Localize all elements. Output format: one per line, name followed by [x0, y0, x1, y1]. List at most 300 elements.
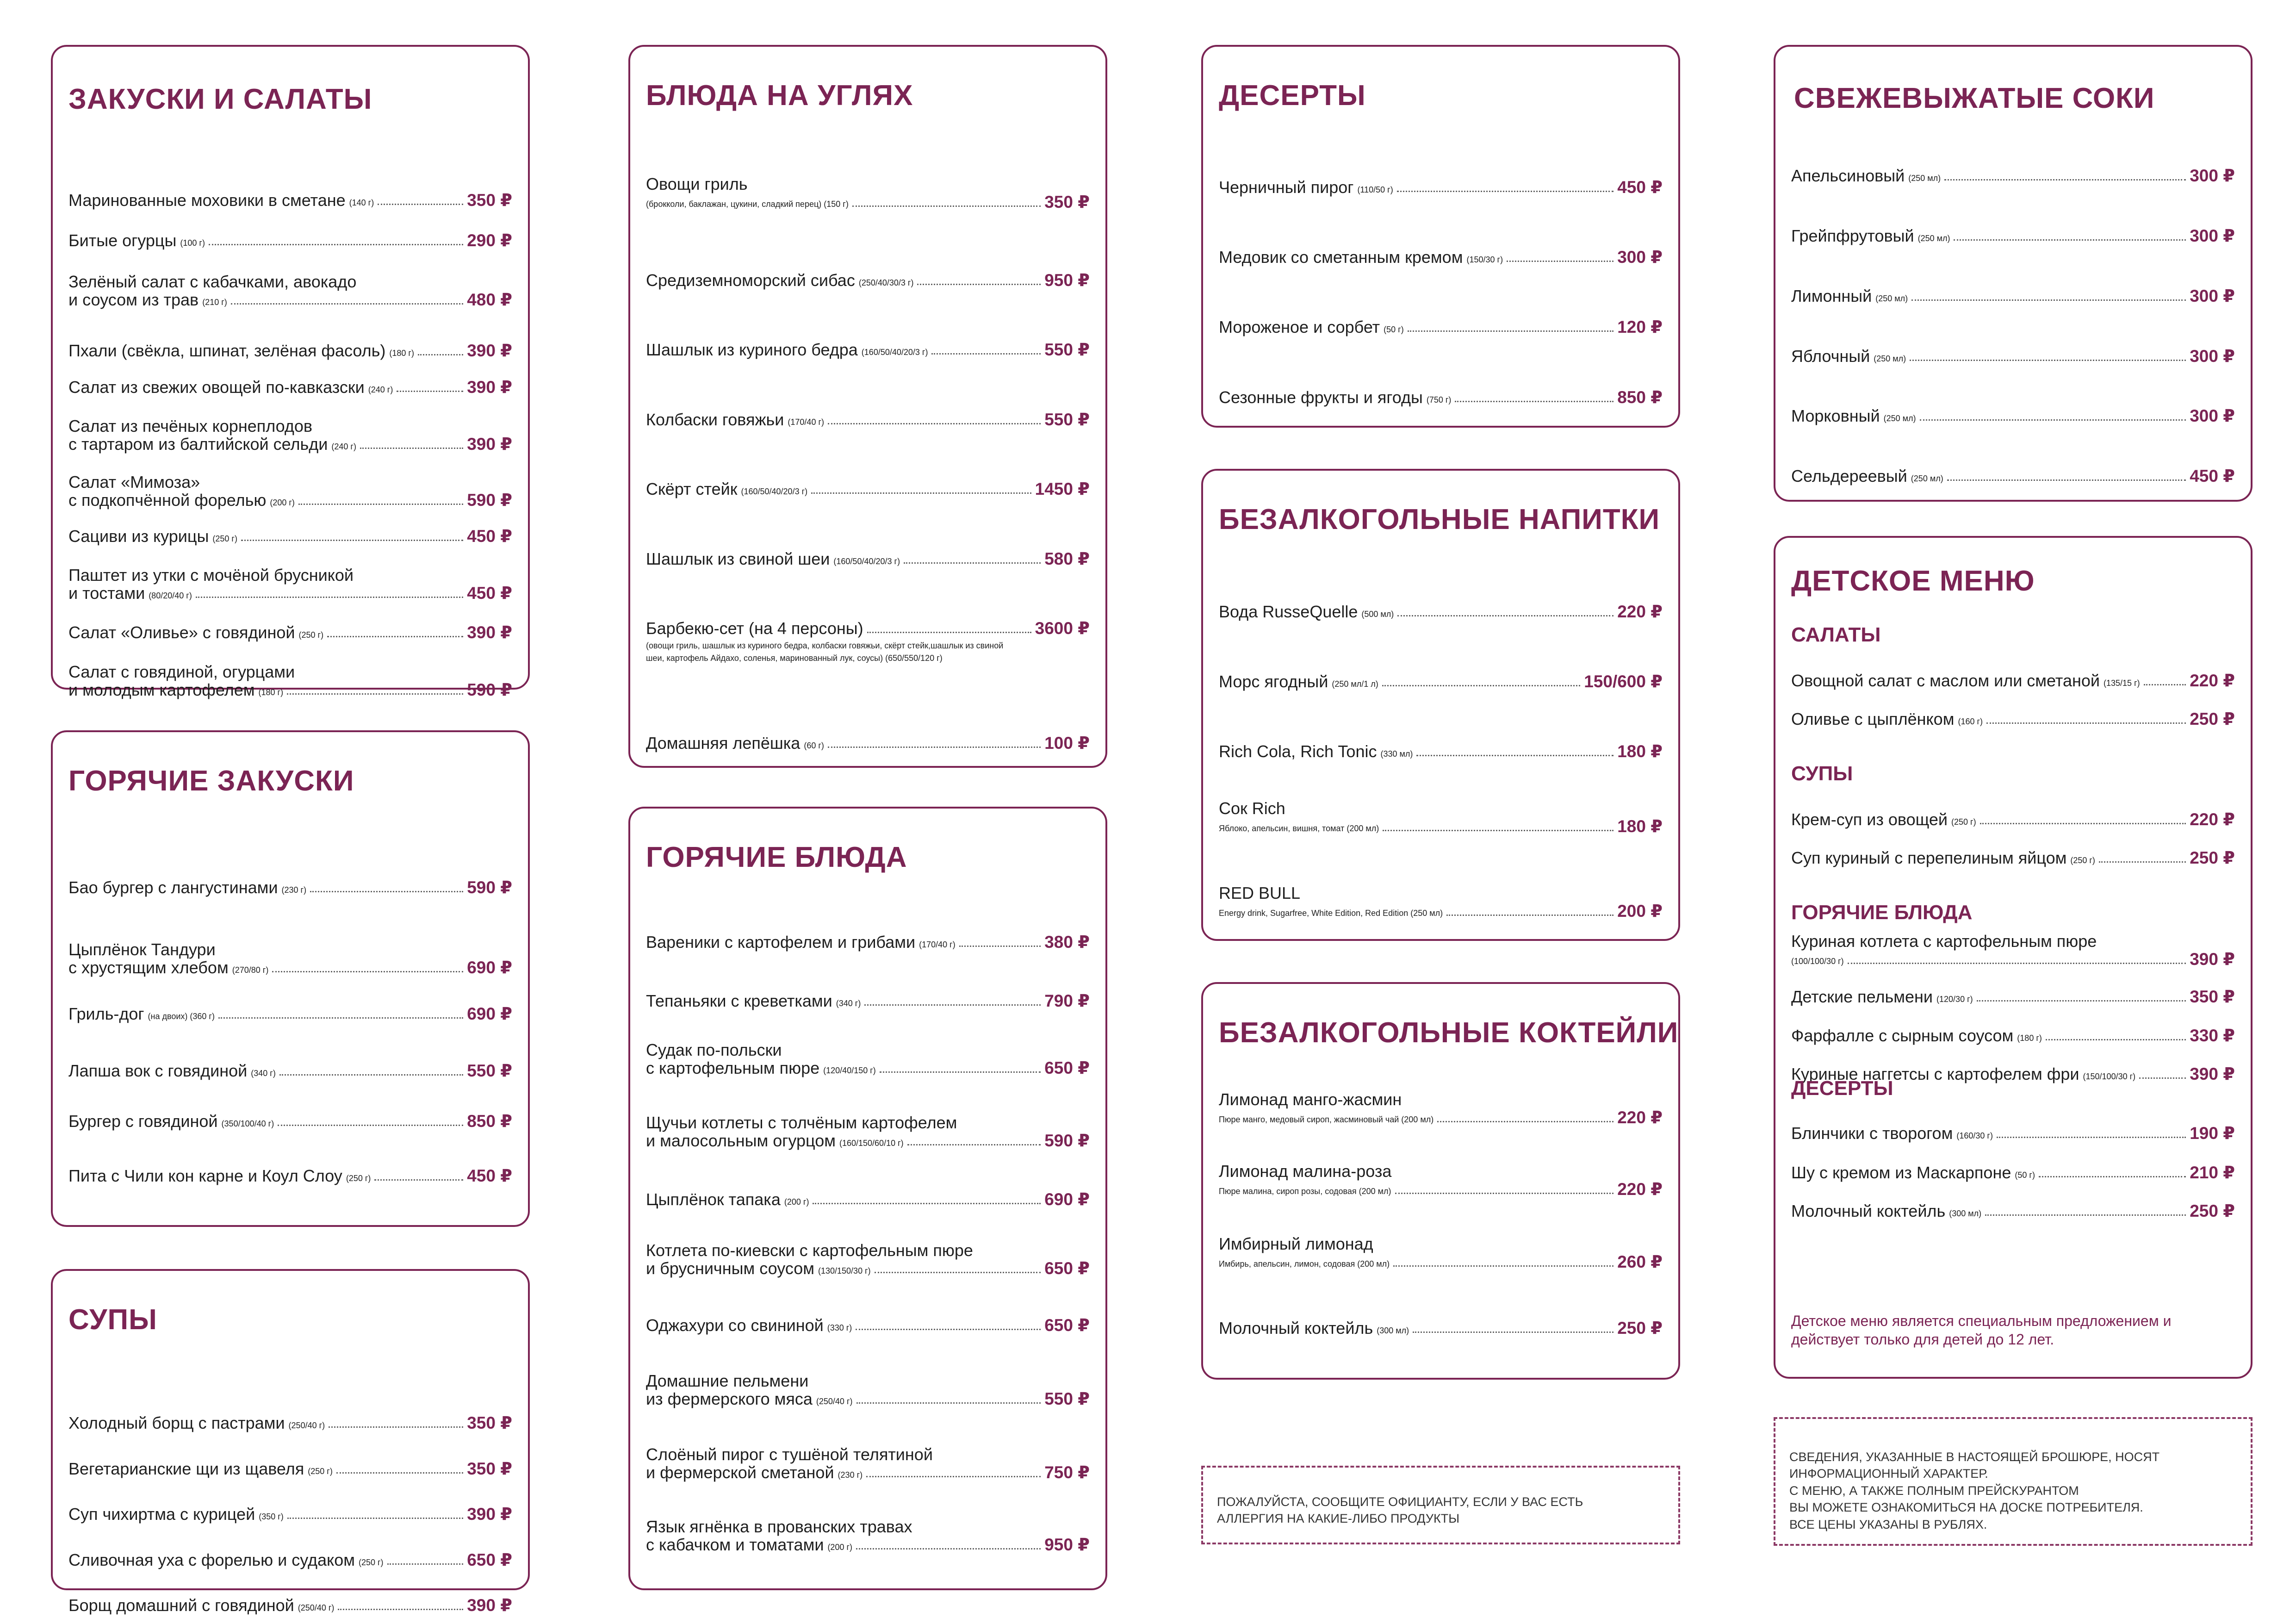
menu-item-price: 220 ₽ — [1617, 602, 1663, 621]
menu-item — [646, 992, 1090, 1009]
menu-item-name: Блинчики с творогом — [1791, 1124, 1953, 1143]
menu-item-weight: (140 г) — [349, 198, 374, 207]
menu-item — [1791, 227, 2235, 244]
menu-item-name: Скёрт стейк — [646, 479, 738, 498]
menu-item — [1791, 811, 2235, 828]
menu-item-name: Домашняя лепёшка — [646, 734, 800, 753]
kids-subheading: ГОРЯЧИЕ БЛЮДА — [1791, 901, 1973, 924]
dot-leader — [959, 946, 1041, 947]
menu-item — [1219, 800, 1663, 835]
menu-item-name: Сельдереевый — [1791, 467, 1907, 485]
menu-item-weight: (160/50/40/20/3 г) — [833, 556, 900, 566]
dot-leader — [1382, 685, 1580, 686]
menu-item — [1219, 743, 1663, 760]
menu-item-weight: (250/40 г) — [298, 1603, 335, 1612]
allergy-notice — [1201, 1466, 1680, 1544]
menu-item-name: Пхали (свёкла, шпинат, зелёная фасоль) — [68, 341, 386, 360]
menu-item-price: 220 ₽ — [1617, 1180, 1663, 1199]
section-title: ДЕСЕРТЫ — [1219, 80, 1366, 112]
menu-item-price: 590 ₽ — [467, 680, 512, 699]
menu-item — [68, 624, 512, 641]
dot-leader — [828, 423, 1041, 424]
dot-leader — [907, 1144, 1041, 1145]
section-title: ДЕТСКОЕ МЕНЮ — [1791, 565, 2035, 597]
menu-item-name: и фермерской сметаной — [646, 1463, 834, 1482]
menu-item — [1791, 988, 2235, 1005]
dot-leader — [864, 1004, 1041, 1006]
menu-item — [1791, 1164, 2235, 1181]
menu-item — [1219, 885, 1663, 920]
menu-item — [646, 1191, 1090, 1208]
menu-item-price: 120 ₽ — [1617, 317, 1663, 336]
menu-item — [68, 342, 512, 359]
menu-item-name: Салат из печёных корнеплодов — [68, 417, 313, 436]
info-notice-line: ИНФОРМАЦИОННЫЙ ХАРАКТЕР. — [1789, 1467, 1988, 1481]
menu-item — [1219, 249, 1663, 266]
menu-item — [1791, 849, 2235, 866]
menu-item-price: 300 ₽ — [2190, 166, 2235, 185]
menu-item-name: Язык ягнёнка в прованских травах — [646, 1517, 912, 1536]
dot-leader — [1920, 419, 2186, 421]
menu-item-price: 100 ₽ — [1044, 734, 1090, 753]
menu-item-name: Паштет из утки с мочёной брусникой — [68, 566, 354, 585]
menu-item-weight: (120/40/150 г) — [823, 1065, 876, 1075]
menu-item-weight: (250 мл) — [1917, 233, 1950, 243]
menu-item-name: Апельсиновый — [1791, 166, 1905, 185]
section-title: БЕЗАЛКОГОЛЬНЫЕ НАПИТКИ — [1219, 504, 1660, 535]
menu-item-price: 350 ₽ — [467, 191, 512, 210]
menu-item-name: Шашлык из свиной шеи — [646, 549, 830, 568]
menu-item-price: 260 ₽ — [1617, 1252, 1663, 1271]
menu-item-weight: (250 мл) — [1883, 413, 1916, 423]
dot-leader — [272, 971, 463, 972]
dot-leader — [1413, 1332, 1613, 1333]
menu-item — [646, 176, 1090, 211]
section-supy — [51, 1269, 530, 1615]
menu-item-name: Судак по-польски — [646, 1040, 782, 1059]
menu-item-price: 580 ₽ — [1044, 549, 1090, 568]
menu-item — [68, 528, 512, 545]
menu-item-name: Маринованные моховики в сметане — [68, 191, 346, 210]
section-goryachie-zakuski — [51, 730, 530, 1227]
dot-leader — [397, 391, 463, 392]
section-blyuda-na-uglyah — [628, 45, 1107, 768]
menu-item-name: Лимонад малина-роза — [1219, 1162, 1392, 1181]
menu-item-weight: (350 г) — [259, 1512, 284, 1521]
menu-item-price: 250 ₽ — [2190, 848, 2235, 867]
menu-item-price: 550 ₽ — [1044, 1389, 1090, 1408]
menu-item-name: Борщ домашний с говядиной — [68, 1596, 294, 1615]
menu-item-name: Котлета по-киевски с картофельным пюре — [646, 1241, 973, 1260]
menu-item — [646, 933, 1090, 951]
dot-leader — [1997, 1137, 2186, 1138]
menu-item-name: Имбирь, апельсин, лимон, содовая (200 мл) — [1219, 1259, 1390, 1269]
menu-item-price: 300 ₽ — [2190, 286, 2235, 305]
menu-item-weight: (330 мл) — [1380, 749, 1413, 759]
menu-item — [646, 1373, 1090, 1407]
menu-item-price: 200 ₽ — [1617, 902, 1663, 921]
menu-item-price: 450 ₽ — [467, 1166, 512, 1185]
menu-item-name: Суп куриный с перепелиным яйцом — [1791, 848, 2067, 867]
menu-item-name: Грейпфрутовый — [1791, 226, 1914, 245]
menu-item-weight: (150/100/30 г) — [2083, 1071, 2136, 1081]
menu-item-name: Шашлык из куриного бедра — [646, 340, 858, 359]
menu-item-price: 390 ₽ — [467, 341, 512, 360]
menu-item-name: и малосольным огурцом — [646, 1131, 836, 1150]
dot-leader — [387, 1563, 464, 1565]
menu-item-weight: (250 мл) — [1874, 354, 1906, 363]
menu-item-name: Средиземноморский сибас — [646, 271, 855, 290]
menu-item-price: 390 ₽ — [467, 1505, 512, 1524]
menu-item-name: Тепаньяки с креветками — [646, 991, 832, 1010]
menu-item-price: 190 ₽ — [2190, 1124, 2235, 1143]
menu-item-weight: (250 г) — [346, 1173, 371, 1183]
menu-item-price: 180 ₽ — [1617, 742, 1663, 761]
menu-item-price: 150/600 ₽ — [1584, 672, 1663, 691]
menu-item-weight: (250 г) — [1951, 817, 1976, 827]
menu-item-weight: (210 г) — [202, 297, 227, 307]
menu-item-price: 350 ₽ — [467, 1413, 512, 1432]
menu-item-price: 590 ₽ — [467, 491, 512, 510]
menu-item-price: 250 ₽ — [1617, 1319, 1663, 1338]
dot-leader — [1985, 1214, 2186, 1216]
menu-item-price: 220 ₽ — [1617, 1108, 1663, 1127]
section-title: БЛЮДА НА УГЛЯХ — [646, 80, 913, 112]
dot-leader — [338, 1609, 463, 1610]
menu-item-weight: (160 г) — [1958, 716, 1983, 726]
dot-leader — [813, 1203, 1041, 1204]
menu-item-price: 220 ₽ — [2190, 810, 2235, 829]
menu-item-name: Бао бургер с лангустинами — [68, 878, 278, 897]
menu-item-name: Битые огурцы — [68, 231, 177, 250]
menu-item-name: Rich Cola, Rich Tonic — [1219, 742, 1377, 761]
section-deserty — [1201, 45, 1680, 428]
menu-item — [68, 941, 512, 976]
menu-item-price: 300 ₽ — [2190, 226, 2235, 245]
dot-leader — [196, 597, 463, 598]
menu-item — [646, 341, 1090, 358]
menu-item-name: Пита с Чили кон карне и Коул Слоу — [68, 1166, 342, 1185]
menu-item-price: 390 ₽ — [2190, 950, 2235, 969]
menu-item-price: 350 ₽ — [1044, 193, 1090, 212]
menu-item-name: Сливочная уха с форелью и судаком — [68, 1550, 355, 1569]
menu-item-weight: (240 г) — [331, 442, 356, 451]
menu-item-name: Фарфалле с сырным соусом — [1791, 1026, 2014, 1045]
menu-item-price: 950 ₽ — [1044, 1535, 1090, 1554]
menu-item-name: Куриные наггетсы с картофелем фри — [1791, 1064, 2079, 1083]
menu-item-name: Крем-суп из овощей — [1791, 810, 1948, 829]
menu-item-price: 590 ₽ — [467, 878, 512, 897]
dot-leader — [866, 1476, 1041, 1477]
menu-item-name: и соусом из трав — [68, 290, 199, 309]
dot-leader — [904, 562, 1041, 564]
menu-item-price: 390 ₽ — [467, 435, 512, 454]
menu-item-price: 790 ₽ — [1044, 991, 1090, 1010]
menu-item-name: Овощи гриль — [646, 174, 748, 193]
info-notice-line: ВЫ МОЖЕТЕ ОЗНАКОМИТЬСЯ НА ДОСКЕ ПОТРЕБИТЕЛЯ. — [1789, 1500, 2143, 1515]
menu-item-weight: (200 г) — [270, 498, 295, 507]
menu-item-name: Шу с кремом из Маскарпоне — [1791, 1163, 2011, 1182]
menu-item-weight: (250 мл/1 л) — [1332, 679, 1378, 689]
dot-leader — [1437, 1121, 1613, 1122]
section-bezalkogolnye-napitki — [1201, 469, 1680, 941]
dot-leader — [1397, 191, 1614, 192]
menu-item — [68, 379, 512, 396]
menu-item-price: 250 ₽ — [2190, 1201, 2235, 1220]
menu-item-weight: (180 г) — [258, 687, 284, 697]
menu-item-name: Детские пельмени — [1791, 987, 1933, 1006]
dot-leader — [1416, 755, 1613, 756]
menu-item — [1791, 933, 2235, 968]
menu-item — [68, 418, 512, 453]
dot-leader — [298, 504, 463, 505]
menu-item — [646, 272, 1090, 289]
menu-item — [1219, 1319, 1663, 1337]
section-bezalkogolnye-kokteyli — [1201, 982, 1680, 1380]
menu-item — [1791, 1202, 2235, 1220]
menu-item-weight: (340 г) — [836, 998, 861, 1008]
menu-item-name: Лапша вок с говядиной — [68, 1061, 248, 1080]
menu-item — [1791, 1027, 2235, 1044]
menu-item-weight: (250 г) — [2070, 855, 2095, 865]
menu-item — [1219, 1163, 1663, 1198]
kids-subheading: ДЕСЕРТЫ — [1791, 1077, 1893, 1100]
info-notice-text — [1789, 1449, 2237, 1533]
info-notice-line: ВСЕ ЦЕНЫ УКАЗАНЫ В РУБЛЯХ. — [1789, 1517, 1987, 1531]
menu-item-weight: (135/15 г) — [2104, 678, 2140, 688]
menu-item — [646, 1042, 1090, 1076]
dot-leader — [360, 448, 463, 449]
menu-item-name: Вода RusseQuelle — [1219, 602, 1358, 621]
menu-item-weight: (300 мл) — [1377, 1325, 1409, 1335]
menu-item-price: 300 ₽ — [2190, 406, 2235, 425]
menu-item-name: Вегетарианские щи из щавеля — [68, 1459, 304, 1478]
dot-leader — [875, 1272, 1041, 1273]
menu-item — [68, 1460, 512, 1477]
menu-item-weight: (110/50 г) — [1357, 185, 1393, 194]
menu-item — [646, 620, 1090, 665]
menu-item — [68, 1005, 512, 1022]
menu-item-price: 3600 ₽ — [1035, 619, 1090, 638]
menu-item-price: 480 ₽ — [467, 290, 512, 309]
menu-item — [68, 1551, 512, 1568]
menu-item-name: RED BULL — [1219, 884, 1301, 902]
menu-item — [1791, 672, 2235, 689]
menu-item-name: Морковный — [1791, 406, 1880, 425]
dot-leader — [287, 1518, 463, 1519]
menu-item-price: 550 ₽ — [1044, 340, 1090, 359]
menu-item-price: 690 ₽ — [1044, 1190, 1090, 1209]
menu-item-price: 1450 ₽ — [1035, 479, 1090, 498]
menu-item — [68, 1414, 512, 1431]
menu-item — [1219, 179, 1663, 196]
menu-item-price: 450 ₽ — [2190, 467, 2235, 485]
menu-item-name: с тартаром из балтийской сельди — [68, 435, 328, 454]
section-title: ГОРЯЧИЕ ЗАКУСКИ — [68, 765, 354, 797]
menu-item — [68, 1062, 512, 1079]
menu-item — [68, 1167, 512, 1184]
dot-leader — [327, 636, 463, 637]
menu-item-name: Молочный коктейль — [1791, 1201, 1946, 1220]
menu-item-name: Мороженое и сорбет — [1219, 317, 1380, 336]
menu-item-weight: (250 мл) — [1908, 173, 1941, 183]
menu-item-price: 290 ₽ — [467, 231, 512, 250]
menu-item-name: Сациви из курицы — [68, 527, 209, 546]
menu-item-name: с подкопчённой форелью — [68, 491, 267, 510]
dot-leader — [231, 303, 463, 305]
menu-item-price: 450 ₽ — [467, 527, 512, 546]
menu-item-price: 750 ₽ — [1044, 1463, 1090, 1482]
menu-item — [646, 1446, 1090, 1481]
menu-item — [1791, 167, 2235, 184]
menu-item-name: Цыплёнок Тандури — [68, 940, 216, 959]
dot-leader — [209, 244, 463, 245]
menu-item-price: 690 ₽ — [467, 958, 512, 977]
menu-item-name: Вареники с картофелем и грибами — [646, 933, 916, 952]
menu-item-weight: (100 г) — [180, 238, 205, 248]
dot-leader — [1507, 261, 1613, 262]
section-detskoe-menu — [1774, 536, 2253, 1379]
dot-leader — [374, 1179, 463, 1181]
menu-item-name: Овощной салат с маслом или сметаной — [1791, 671, 2100, 690]
menu-item-weight: (120/30 г) — [1936, 994, 1973, 1004]
menu-item-price: 210 ₽ — [2190, 1163, 2235, 1182]
menu-item-price: 300 ₽ — [2190, 347, 2235, 366]
menu-item-name: Зелёный салат с кабачками, авокадо — [68, 272, 357, 291]
menu-item-name: Медовик со сметанным кремом — [1219, 248, 1463, 267]
menu-item-price: 450 ₽ — [467, 584, 512, 603]
menu-item-price: 380 ₽ — [1044, 933, 1090, 952]
dot-leader — [1944, 179, 2186, 180]
dot-leader — [418, 354, 463, 355]
menu-item-price: 690 ₽ — [467, 1004, 512, 1023]
menu-item — [1791, 348, 2235, 365]
menu-item-name: Сок Rich — [1219, 799, 1285, 818]
dot-leader — [1954, 239, 2186, 241]
menu-item — [68, 232, 512, 249]
menu-item — [1791, 710, 2235, 728]
menu-item — [1791, 1125, 2235, 1142]
menu-item-name: Холодный борщ с пастрами — [68, 1413, 285, 1432]
menu-item-weight: (170/40 г) — [788, 417, 825, 427]
kids-subheading: СУПЫ — [1791, 762, 1853, 785]
dot-leader — [241, 540, 463, 541]
menu-item-name: Салат из свежих овощей по-кавказски — [68, 378, 365, 397]
menu-item — [646, 550, 1090, 567]
menu-item-price: 390 ₽ — [467, 378, 512, 397]
section-title: СВЕЖЕВЫЖАТЫЕ СОКИ — [1794, 82, 2155, 114]
menu-item-price: 250 ₽ — [2190, 709, 2235, 728]
menu-item-name: Пюре малина, сироп розы, содовая (200 мл) — [1219, 1187, 1391, 1196]
menu-item — [68, 567, 512, 602]
menu-item — [646, 1114, 1090, 1149]
menu-item — [1219, 673, 1663, 690]
dot-leader — [1980, 823, 2186, 824]
menu-item-name: Щучьи котлеты с толчёным картофелем — [646, 1113, 957, 1132]
dot-leader — [310, 891, 463, 892]
section-title: ГОРЯЧИЕ БЛЮДА — [646, 841, 907, 873]
menu-item-price: 650 ₽ — [1044, 1316, 1090, 1335]
menu-item — [1219, 318, 1663, 336]
menu-item — [68, 1113, 512, 1130]
menu-item-weight: (60 г) — [804, 740, 824, 750]
menu-item-name: Салат с говядиной, огурцами — [68, 662, 295, 681]
menu-item-name: Пюре манго, медовый сироп, жасминовый чай (200 мл) — [1219, 1115, 1434, 1124]
menu-item — [1219, 603, 1663, 620]
dot-leader — [1848, 963, 2186, 964]
menu-item-name: с кабачком и томатами — [646, 1535, 824, 1554]
menu-item-name: и молодым картофелем — [68, 680, 255, 699]
menu-item-name: Сезонные фрукты и ягоды — [1219, 388, 1423, 407]
menu-item — [1219, 1091, 1663, 1126]
menu-item-weight: (270/80 г) — [232, 965, 269, 975]
dot-leader — [1397, 615, 1613, 616]
menu-item-weight: (200 г) — [827, 1542, 853, 1552]
kids-subheading: САЛАТЫ — [1791, 623, 1881, 646]
menu-item-name: и тостами — [68, 584, 145, 603]
menu-item-price: 450 ₽ — [1617, 178, 1663, 197]
dot-leader — [867, 632, 1031, 633]
menu-item — [68, 192, 512, 209]
menu-item-price: 220 ₽ — [2190, 671, 2235, 690]
dot-leader — [279, 1074, 463, 1076]
menu-item-name: Морс ягодный — [1219, 672, 1328, 691]
menu-item-price: 180 ₽ — [1617, 817, 1663, 836]
menu-item-name: с картофельным пюре — [646, 1058, 820, 1077]
section-title: ЗАКУСКИ И САЛАТЫ — [68, 83, 372, 115]
section-goryachie-blyuda — [628, 807, 1107, 1590]
dot-leader — [1446, 915, 1613, 916]
menu-item — [1219, 1236, 1663, 1270]
section-title: БЕЗАЛКОГОЛЬНЫЕ КОКТЕЙЛИ — [1219, 1017, 1679, 1049]
info-notice-line: СВЕДЕНИЯ, УКАЗАННЫЕ В НАСТОЯЩЕЙ БРОШЮРЕ, НОСЯТ — [1789, 1450, 2160, 1464]
dot-leader — [1947, 479, 2186, 481]
info-notice — [1774, 1417, 2253, 1546]
dot-leader — [2046, 1039, 2186, 1040]
menu-item-weight: (250 г) — [298, 630, 324, 640]
section-svezhevyzhatye-soki — [1774, 45, 2253, 502]
section-zakuski-salaty — [51, 45, 530, 699]
menu-item-weight: (160/50/40/20/3 г) — [741, 486, 808, 496]
menu-item-name: Яблочный — [1791, 347, 1870, 366]
dot-leader — [880, 1071, 1041, 1073]
menu-item-price: 550 ₽ — [467, 1061, 512, 1080]
menu-item-weight: (180 г) — [2017, 1033, 2042, 1043]
menu-item-weight: (230 г) — [838, 1470, 863, 1480]
menu-item-weight: (250/40 г) — [288, 1420, 325, 1430]
menu-item-weight: (350/100/40 г) — [221, 1119, 274, 1128]
menu-item-price: 850 ₽ — [1617, 388, 1663, 407]
menu-item — [646, 411, 1090, 428]
dot-leader — [378, 204, 463, 205]
menu-item-weight: (250 мл) — [1911, 473, 1943, 483]
menu-item-name: Слоёный пирог с тушёной телятиной — [646, 1445, 933, 1464]
menu-item-price: 390 ₽ — [467, 1596, 512, 1615]
menu-item-weight: (750 г) — [1426, 395, 1452, 404]
menu-item — [646, 734, 1090, 752]
dot-leader — [1383, 830, 1613, 831]
menu-item-weight: (500 мл) — [1361, 609, 1394, 619]
menu-item — [68, 879, 512, 896]
menu-item-price: 350 ₽ — [2190, 987, 2235, 1006]
menu-item-weight: (на двоих) (360 г) — [148, 1011, 215, 1021]
menu-item — [646, 1242, 1090, 1277]
menu-item — [1219, 389, 1663, 406]
menu-item — [646, 480, 1090, 498]
menu-item-weight: (240 г) — [368, 385, 393, 394]
menu-item-name: из фермерского мяса — [646, 1389, 813, 1408]
menu-item-name: Суп чихиртма с курицей — [68, 1505, 255, 1524]
